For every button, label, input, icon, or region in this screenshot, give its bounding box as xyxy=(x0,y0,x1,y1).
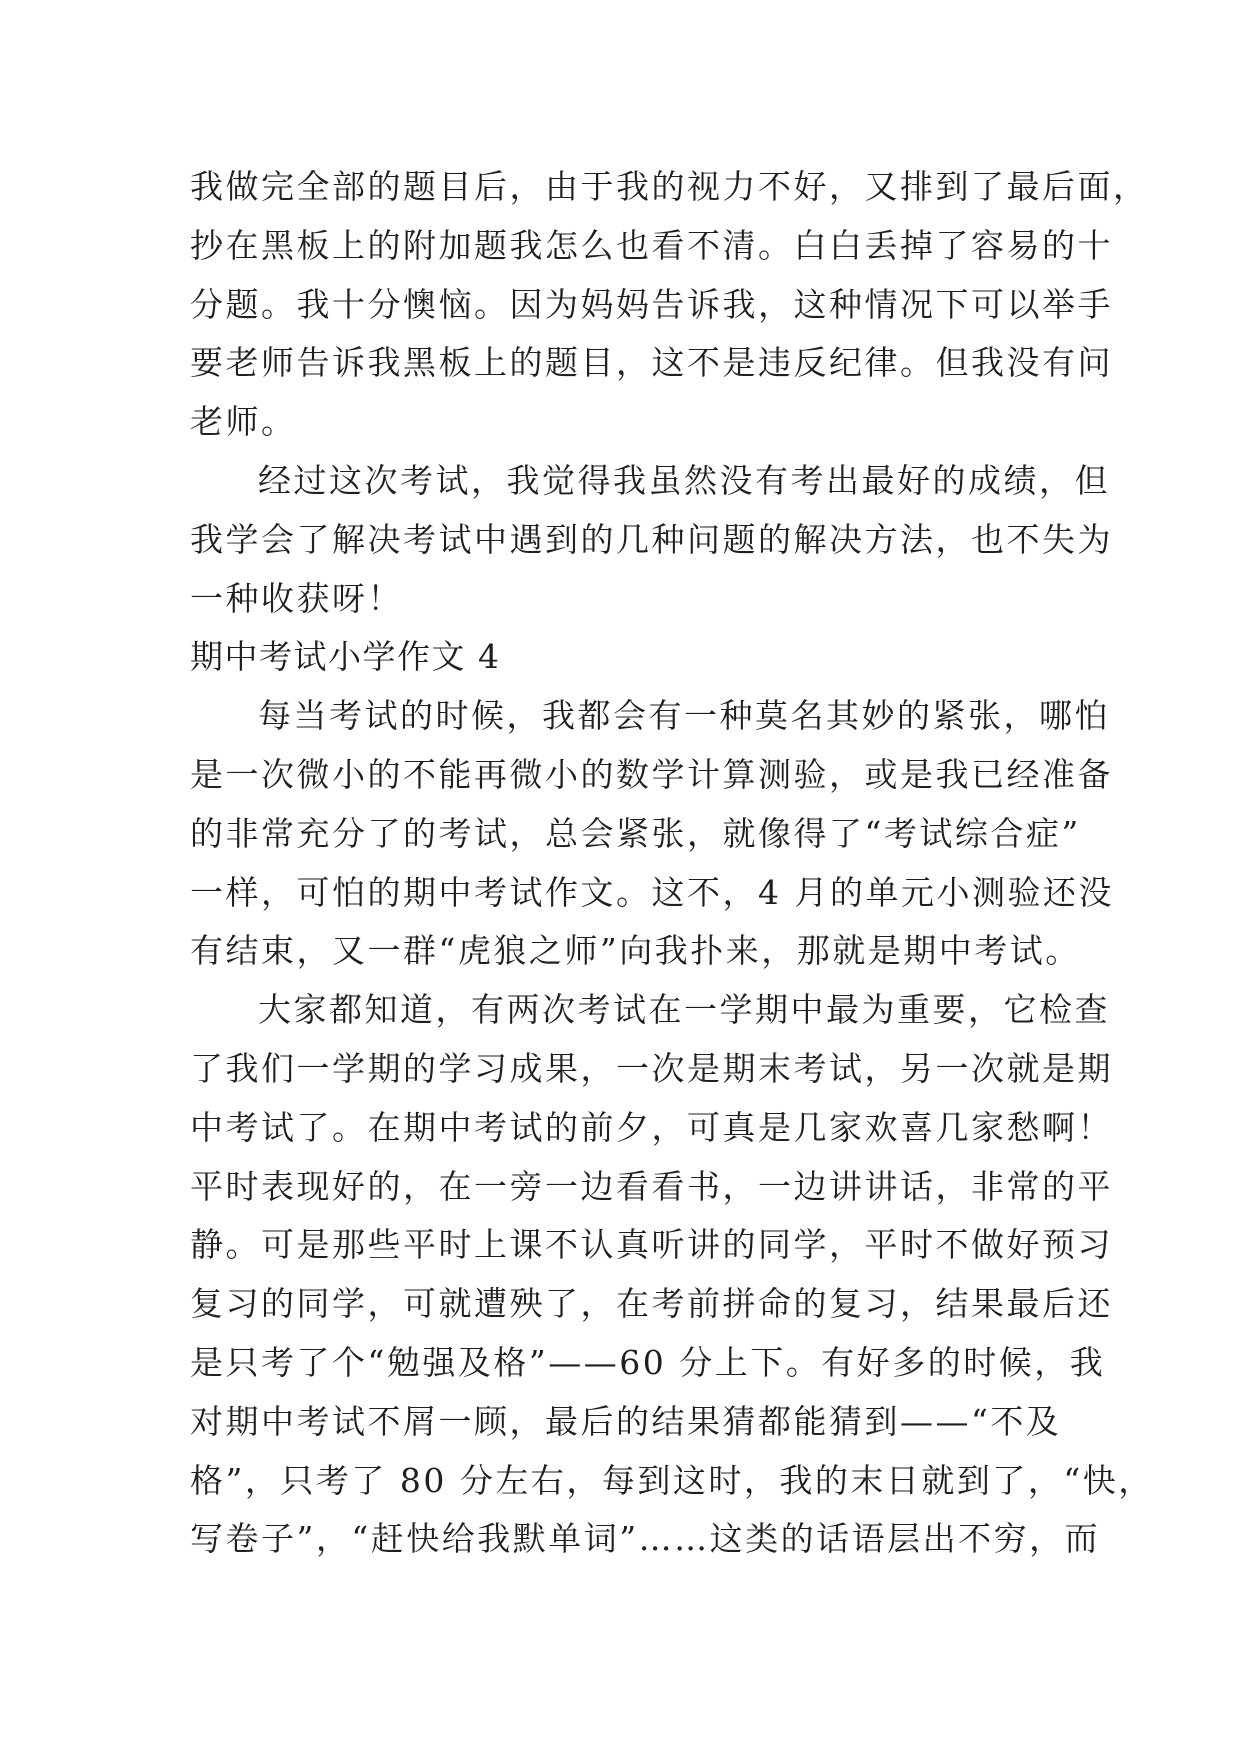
text-line: 是一次微小的不能再微小的数学计算测验，或是我已经准备 xyxy=(190,754,1113,794)
text-line: 抄在黑板上的附加题我怎么也看不清。白白丢掉了容易的十 xyxy=(190,225,1113,265)
text-line: 要老师告诉我黑板上的题目，这不是违反纪律。但我没有问 xyxy=(190,343,1113,383)
text-line: 中考试了。在期中考试的前夕，可真是几家欢喜几家愁啊！ xyxy=(190,1107,1113,1147)
paragraph-1 xyxy=(190,158,1149,452)
text-line: 每当考试的时候，我都会有一种莫名其妙的紧张，哪怕 xyxy=(258,696,1110,736)
text-line: 老师。 xyxy=(190,402,297,442)
text-line: 经过这次考试，我觉得我虽然没有考出最好的成绩，但 xyxy=(258,460,1110,500)
heading-text: 期中考试小学作文 4 xyxy=(190,637,501,677)
text-line: 大家都知道，有两次考试在一学期中最为重要，它检查 xyxy=(258,990,1110,1030)
text-line: 是只考了个“勉强及格”——60 分上下。有好多的时候，我 xyxy=(190,1342,1106,1382)
text-line: 我学会了解决考试中遇到的几种问题的解决方法，也不失为 xyxy=(190,519,1113,559)
text-line: 静。可是那些平时上课不认真听讲的同学，平时不做好预习 xyxy=(190,1225,1113,1265)
paragraph-4 xyxy=(190,981,1154,1569)
text-line: 复习的同学，可就遭殃了，在考前拼命的复习，结果最后还 xyxy=(190,1284,1113,1324)
essay-body xyxy=(190,158,1154,1569)
text-line: 的非常充分了的考试，总会紧张，就像得了“考试综合症” xyxy=(190,813,1081,853)
text-line: 一种收获呀！ xyxy=(190,578,403,618)
text-line: 有结束，又一群“虎狼之师”向我扑来，那就是期中考试。 xyxy=(190,931,1081,971)
text-line: 我做完全部的题目后，由于我的视力不好，又排到了最后面， xyxy=(190,167,1149,206)
paragraph-3 xyxy=(190,687,1114,981)
text-line: 平时表现好的，在一旁一边看看书，一边讲讲话，非常的平 xyxy=(190,1166,1113,1206)
text-line: 一样，可怕的期中考试作文。这不，4 月的单元小测验还没 xyxy=(190,872,1114,912)
paragraph-2 xyxy=(190,452,1113,628)
text-line: 分题。我十分懊恼。因为妈妈告诉我，这种情况下可以举手 xyxy=(190,284,1113,324)
text-line: 写卷子”，“赶快给我默单词”……这类的话语层出不穷，而 xyxy=(190,1519,1101,1559)
text-line: 格”，只考了 80 分左右，每到这时，我的末日就到了，“快， xyxy=(190,1460,1154,1500)
text-line: 对期中考试不屑一顾，最后的结果猜都能猜到——“不及 xyxy=(190,1401,1062,1441)
text-line: 了我们一学期的学习成果，一次是期末考试，另一次就是期 xyxy=(190,1048,1113,1088)
section-heading xyxy=(190,628,1070,687)
